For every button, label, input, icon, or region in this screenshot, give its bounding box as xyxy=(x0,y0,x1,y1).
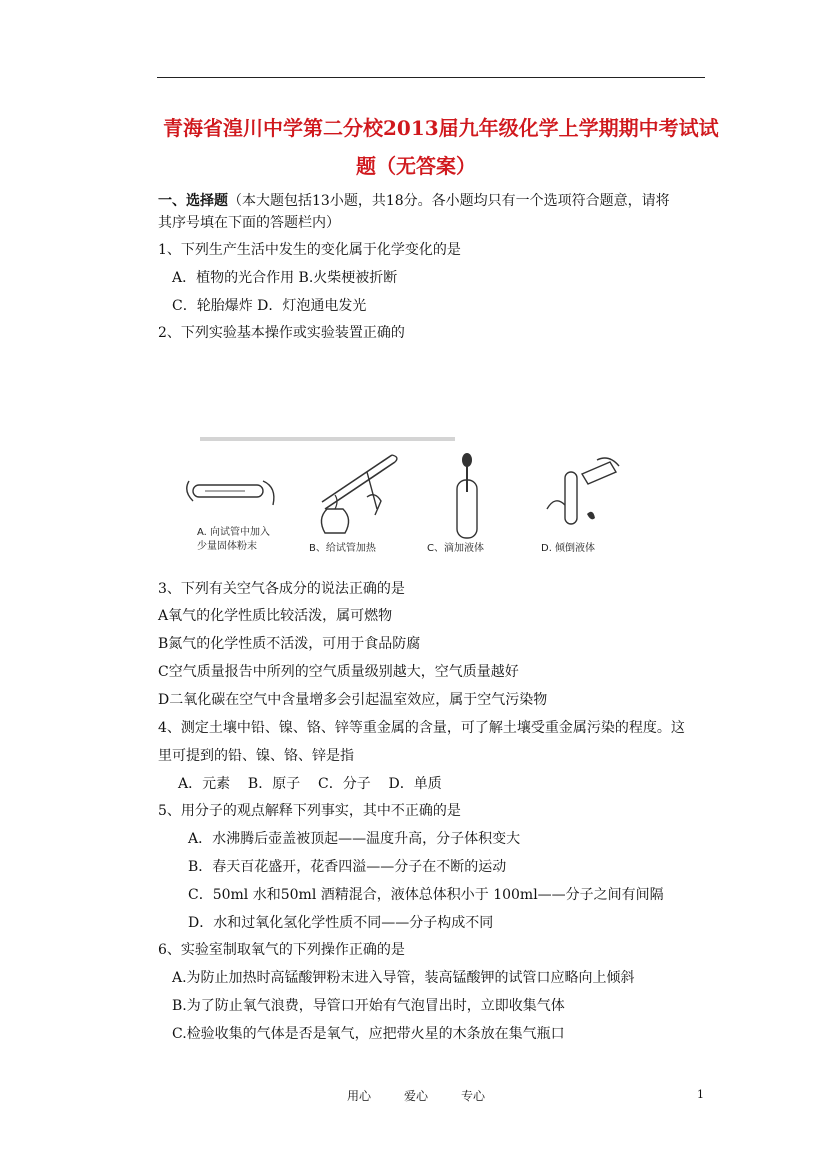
q5-option-a: A．水沸腾后壶盖被顶起——温度升高，分子体积变大 xyxy=(188,831,521,847)
q5-option-d: D．水和过氧化氢化学性质不同——分子构成不同 xyxy=(188,915,494,931)
section-intro xyxy=(158,190,670,210)
heating-test-tube-icon xyxy=(307,437,417,555)
document-title-line-1: 青海省湟川中学第二分校2013届九年级化学上学期期中考试试 xyxy=(163,116,719,140)
figure-a-label-1: A. 向试管中加入 xyxy=(197,527,271,538)
q5-stem: 5、用分子的观点解释下列事实，其中不正确的是 xyxy=(158,803,461,819)
section-instruction-2: 其序号填在下面的答题栏内） xyxy=(158,215,340,231)
q3-option-a: A氧气的化学性质比较活泼，属可燃物 xyxy=(158,608,393,624)
figure-b-label-1: B、给试管加热 xyxy=(309,543,376,554)
q1-stem: 1、下列生产生活中发生的变化属于化学变化的是 xyxy=(158,242,461,258)
q5-option-b: B．春天百花盛开，花香四溢——分子在不断的运动 xyxy=(188,859,507,875)
page-number: 1 xyxy=(697,1088,704,1101)
q4-stem-line-2: 里可提到的铅、镍、铬、锌是指 xyxy=(158,748,354,764)
q4-stem-line-1: 4、测定土壤中铅、镍、铬、锌等重金属的含量，可了解土壤受重金属污染的程度。这 xyxy=(158,720,685,736)
q4-options: A．元素 B．原子 C．分子 D．单质 xyxy=(178,776,442,792)
dropper-test-tube-icon xyxy=(427,452,517,555)
figure-d-label-1: D. 倾倒液体 xyxy=(541,543,596,554)
q3-option-c: C空气质量报告中所列的空气质量级别越大，空气质量越好 xyxy=(158,664,519,680)
q3-option-b: B氮气的化学性质不活泼，可用于食品防腐 xyxy=(158,636,421,652)
footer-text-2: 爱心 xyxy=(404,1089,429,1103)
pouring-liquid-icon xyxy=(537,454,625,555)
q3-option-d: D二氧化碳在空气中含量增多会引起温室效应，属于空气污染物 xyxy=(158,692,548,708)
figure-c-label-1: C、滴加液体 xyxy=(427,543,484,554)
q2-figure xyxy=(185,432,625,557)
q6-stem: 6、实验室制取氧气的下列操作正确的是 xyxy=(158,942,405,958)
q3-stem: 3、下列有关空气各成分的说法正确的是 xyxy=(158,581,405,597)
q6-option-b: B.为了防止氧气浪费，导管口开始有气泡冒出时，立即收集气体 xyxy=(172,998,565,1014)
document-title-line-2: 题（无答案） xyxy=(356,154,476,178)
header-rule xyxy=(157,77,705,78)
q2-stem: 2、下列实验基本操作或实验装置正确的 xyxy=(158,325,405,341)
q1-options-cd: C．轮胎爆炸 D．灯泡通电发光 xyxy=(172,298,367,314)
q5-option-c: C．50ml 水和50ml 酒精混合，液体总体积小于 100ml——分子之间有间隔 xyxy=(188,887,664,903)
powder-test-tube-icon xyxy=(185,467,290,555)
figure-a-label-2: 少量固体粉末 xyxy=(197,541,257,552)
footer-text-1: 用心 xyxy=(347,1089,372,1103)
section-instruction-1: （本大题包括13小题，共18分。各小题均只有一个选项符合题意，请将 xyxy=(228,193,670,209)
section-heading: 一、选择题 xyxy=(158,193,228,209)
q6-option-c: C.检验收集的气体是否是氧气，应把带火星的木条放在集气瓶口 xyxy=(172,1026,565,1042)
q1-options-ab: A．植物的光合作用 B.火柴梗被折断 xyxy=(172,270,398,286)
q6-option-a: A.为防止加热时高锰酸钾粉末进入导管，装高锰酸钾的试管口应略向上倾斜 xyxy=(172,970,635,986)
footer-text-3: 专心 xyxy=(461,1089,486,1103)
